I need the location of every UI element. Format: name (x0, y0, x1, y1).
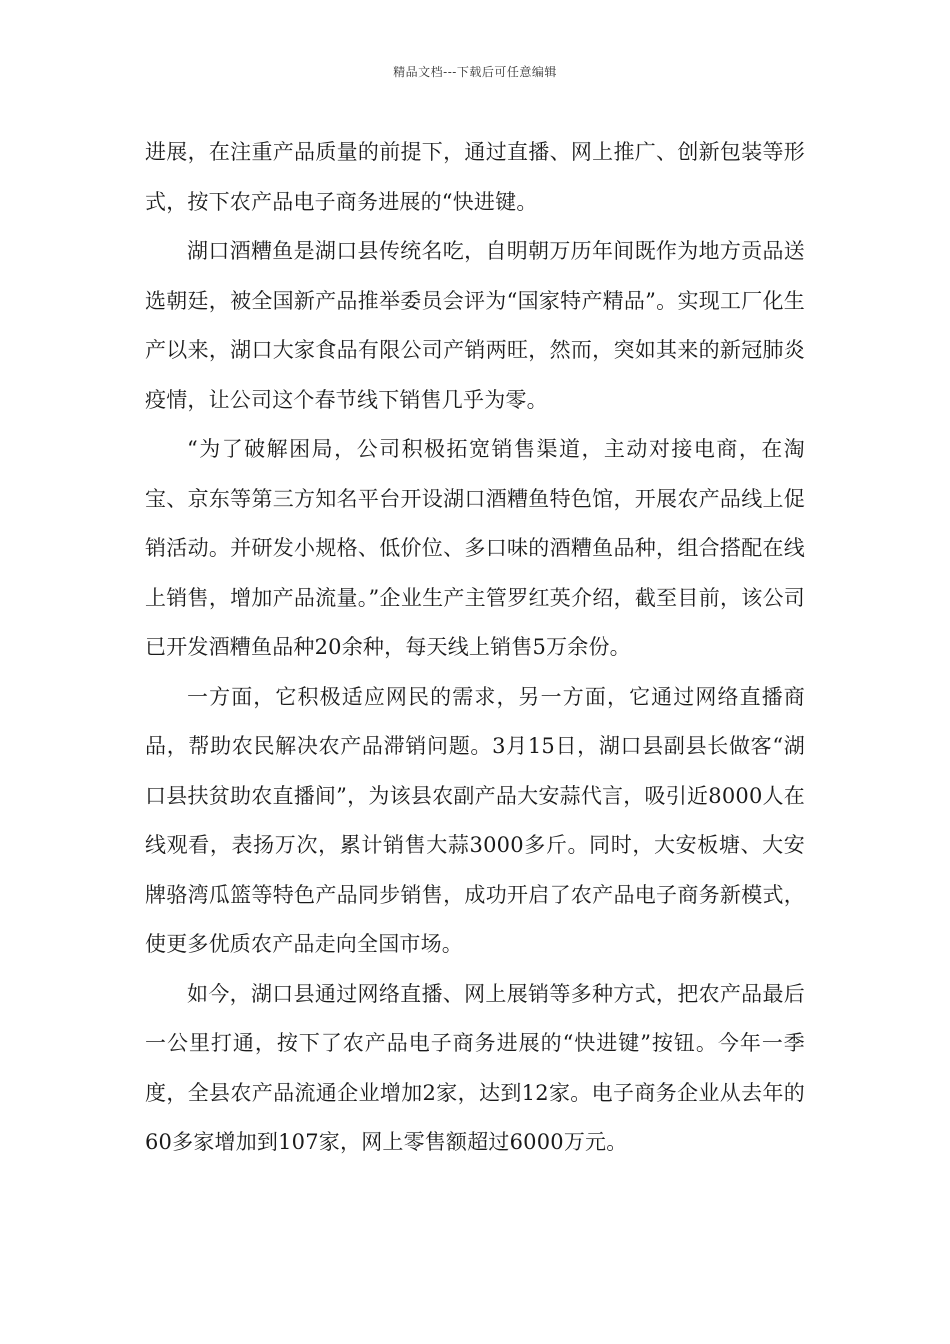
page-header: 精品文档---下载后可任意编辑 (393, 65, 557, 79)
paragraph-4: 一方面，它积极适应网民的需求，另一方面，它通过网络直播商品，帮助农民解决农产品滞销问题。3月15日，湖口县副县长做客“湖口县扶贫助农直播间”，为该县农副产品大安蒜代言，吸引近8000人在线观看，表扬万次，累计销售大蒜3000多斤。同时，大安板塘、大安牌骆湾瓜篮等特色产品同步销售，成功开启了农产品电子商务新模式，使更多优质农产品走向全国市场。 (145, 684, 805, 956)
paragraph-3: “为了破解困局，公司积极拓宽销售渠道，主动对接电商，在淘宝、京东等第三方知名平台开设湖口酒糟鱼特色馆，开展农产品线上促销活动。并研发小规格、低价位、多口味的酒糟鱼品种，组合搭配在线上销售，增加产品流量。”企业生产主管罗红英介绍，截至目前，该公司已开发酒糟鱼品种20余种，每天线上销售5万余份。 (145, 437, 805, 659)
paragraph-5: 如今，湖口县通过网络直播、网上展销等多种方式，把农产品最后一公里打通，按下了农产品电子商务进展的“快进键”按钮。今年一季度，全县农产品流通企业增加2家，达到12家。电子商务企业从去年的60多家增加到107家，网上零售额超过6000万元。 (145, 981, 805, 1154)
paragraph-1: 进展，在注重产品质量的前提下，通过直播、网上推广、创新包装等形式，按下农产品电子商务进展的“快进键。 (145, 140, 805, 214)
document-body (145, 128, 805, 1168)
paragraph-2: 湖口酒糟鱼是湖口县传统名吃，自明朝万历年间既作为地方贡品送选朝廷，被全国新产品推举委员会评为“国家特产精品”。实现工厂化生产以来，湖口大家食品有限公司产销两旺，然而，突如其来的新冠肺炎疫情，让公司这个春节线下销售几乎为零。 (145, 239, 805, 412)
